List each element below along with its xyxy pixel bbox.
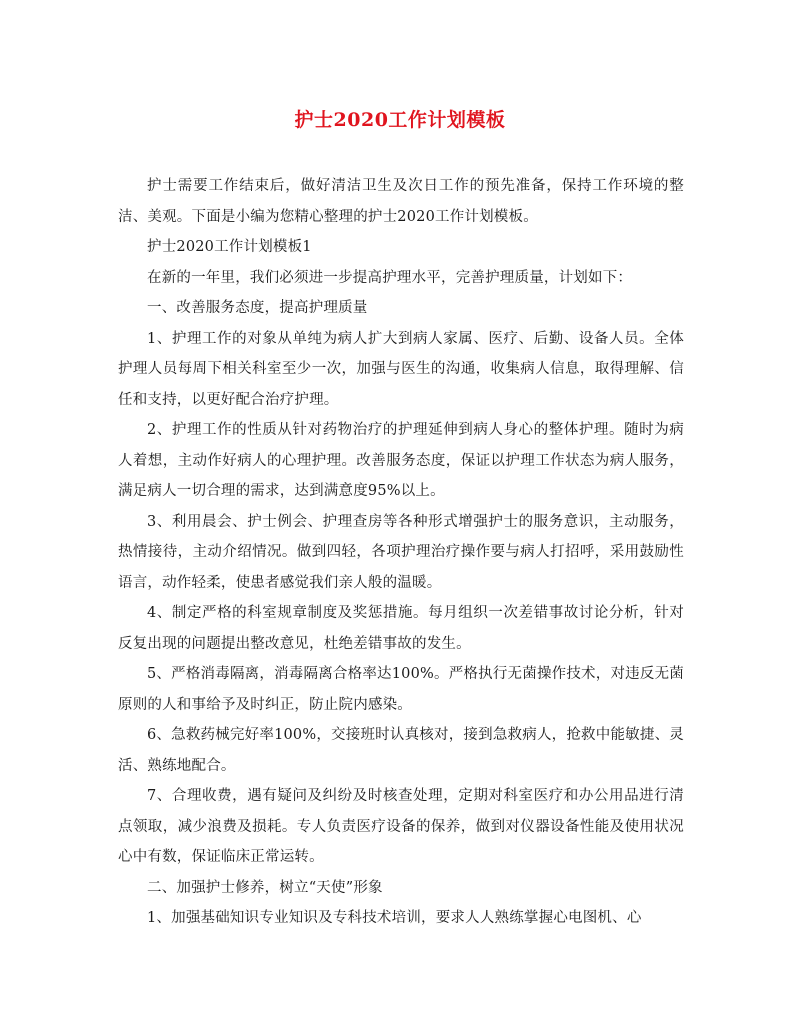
intro-paragraph: 护士需要工作结束后，做好清洁卫生及次日工作的预先准备，保持工作环境的整洁、美观。下面是小编为您精心整理的护士2020工作计划模板。	[118, 178, 684, 225]
list-item-4: 4、制定严格的科室规章制度及奖惩措施。每月组织一次差错事故讨论分析，针对反复出现的问题提出整改意见，杜绝差错事故的发生。	[118, 605, 684, 652]
list-item-2: 2、护理工作的性质从针对药物治疗的护理延伸到病人身心的整体护理。随时为病人着想，主动作好病人的心理护理。改善服务态度，保证以护理工作状态为病人服务，满足病人一切合理的需求，达到满意度95%以上。	[118, 422, 684, 499]
section-heading-2: 二、加强护士修养，树立“天使”形象	[147, 879, 383, 896]
document-title: 护士2020工作计划模板	[294, 109, 506, 131]
list-item-1: 1、护理工作的对象从单纯为病人扩大到病人家属、医疗、后勤、设备人员。全体护理人员每周下相关科室至少一次，加强与医生的沟通，收集病人信息，取得理解、信任和支持，以更好配合治疗护理。	[118, 330, 684, 408]
list-item-3: 3、利用晨会、护士例会、护理查房等各种形式增强护士的服务意识，主动服务，热情接待，主动介绍情况。做到四轻，各项护理治疗操作要与病人打招呼，采用鼓励性语言，动作轻柔，使患者感觉我们亲人般的温暖。	[118, 513, 684, 591]
plan-intro-paragraph: 在新的一年里，我们必须进一步提高护理水平，完善护理质量，计划如下：	[147, 269, 633, 286]
list-item-6: 6、急救药械完好率100%，交接班时认真核对，接到急救病人，抢救中能敏捷、灵活、熟练地配合。	[118, 727, 684, 774]
list-item-8: 1、加强基础知识专业知识及专科技术培训，要求人人熟练掌握心电图机、心	[147, 910, 642, 926]
section-heading-1: 一、改善服务态度，提高护理质量	[147, 300, 368, 316]
document-body	[118, 171, 684, 934]
template-heading: 护士2020工作计划模板1	[147, 239, 312, 255]
list-item-7: 7、合理收费，遇有疑问及纠纷及时核查处理，定期对科室医疗和办公用品进行清点领取，减少浪费及损耗。专人负责医疗设备的保养，做到对仪器设备性能及使用状况心中有数，保证临床正常运转。	[118, 788, 684, 865]
list-item-5: 5、严格消毒隔离，消毒隔离合格率达100%。严格执行无菌操作技术，对违反无菌原则的人和事给予及时纠正，防止院内感染。	[118, 666, 684, 713]
